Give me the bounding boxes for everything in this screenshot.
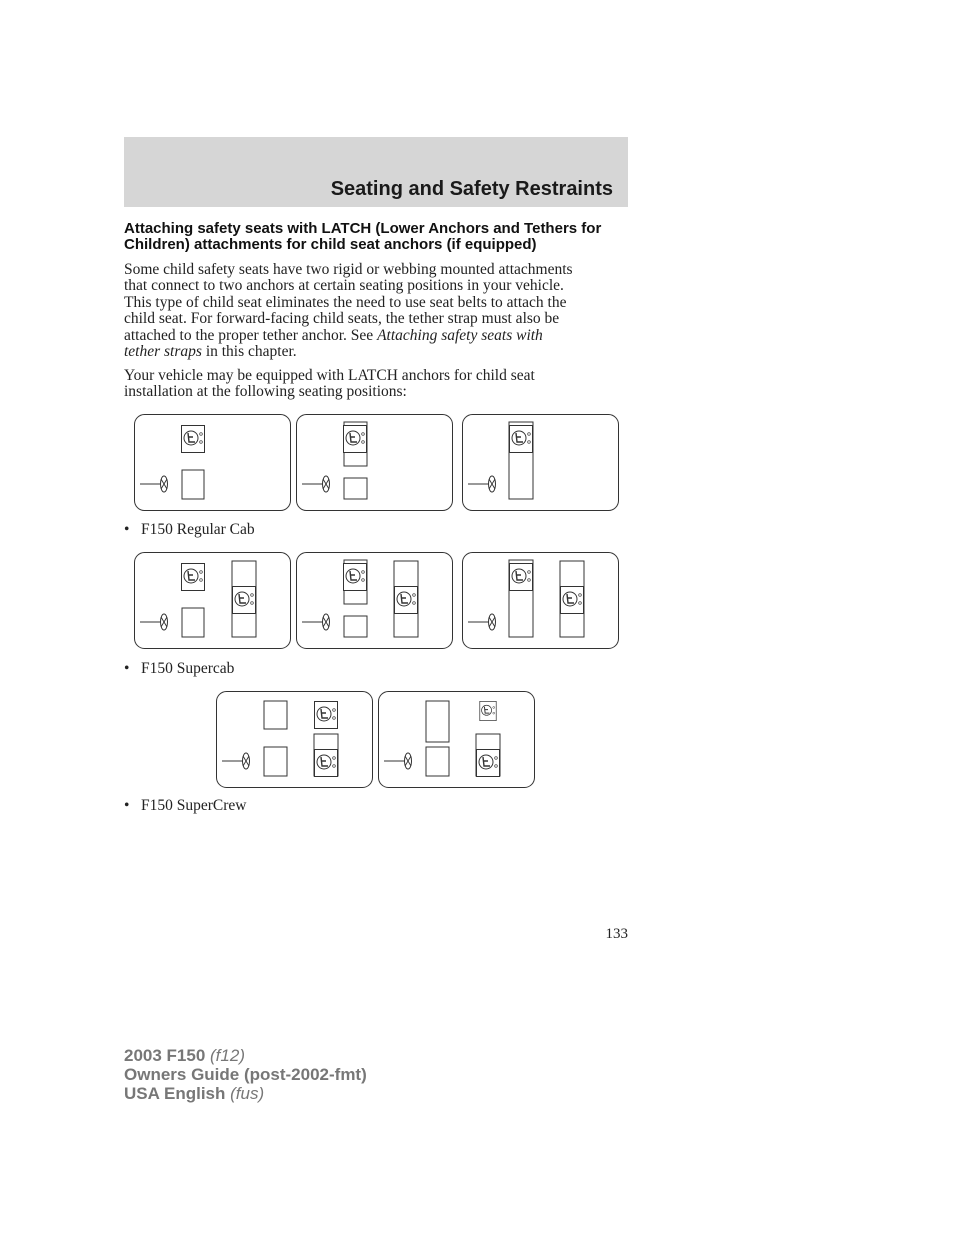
- para1-line: This type of child seat eliminates the need to use seat belts to attach the: [124, 293, 567, 311]
- page-title: Seating and Safety Restraints: [330, 178, 613, 200]
- footer-line: [124, 1084, 367, 1103]
- para1-line: [124, 344, 630, 360]
- bullet-supercab: [124, 660, 234, 678]
- vehicle-diagram-supercrew-2: [379, 692, 535, 788]
- footer: [124, 1046, 367, 1103]
- steering-wheel-icon: [302, 614, 330, 630]
- child-seat-icon: [344, 426, 367, 453]
- steering-wheel-icon: [468, 476, 496, 492]
- bullet-label: F150 Regular Cab: [141, 521, 255, 538]
- seat-outline: [426, 701, 449, 742]
- para1-text: attached to the proper tether anchor. See: [124, 326, 378, 344]
- child-seat-icon: [315, 750, 338, 777]
- child-seat-icon: [182, 426, 205, 453]
- footer-line: [124, 1065, 367, 1084]
- footer-guide: Owners Guide (post-2002-fmt): [124, 1065, 367, 1084]
- steering-wheel-icon: [468, 614, 496, 630]
- para1-line: [124, 328, 630, 344]
- seat-outline: [344, 478, 367, 499]
- steering-wheel-icon: [140, 614, 168, 630]
- steering-wheel-icon: [140, 476, 168, 492]
- latch-paragraph: [124, 368, 630, 401]
- para1-line: Some child safety seats have two rigid or webbing mounted attachments: [124, 261, 573, 278]
- para1-line: child seat. For forward-facing child seats, the tether strap must also be: [124, 310, 560, 328]
- child-seat-icon: [561, 587, 584, 614]
- bullet-regular-cab: [124, 521, 255, 539]
- cross-reference-link: Attaching safety seats with: [377, 326, 543, 344]
- child-seat-icon: [510, 564, 533, 591]
- bullet-label: F150 SuperCrew: [141, 797, 247, 814]
- child-seat-icon: [480, 701, 496, 720]
- steering-wheel-icon: [222, 753, 250, 769]
- cross-reference-link-continued: tether straps: [124, 343, 202, 361]
- header-band: [124, 137, 628, 207]
- child-seat-icon: [477, 750, 500, 777]
- child-seat-icon: [182, 564, 205, 591]
- footer-line: [124, 1046, 367, 1065]
- bullet-dot: •: [124, 660, 130, 677]
- vehicle-diagram-regular-cab-2: [297, 415, 453, 511]
- para1-line: that connect to two anchors at certain seating positions in your vehicle.: [124, 277, 564, 295]
- child-seat-icon: [344, 564, 367, 591]
- vehicle-diagram-supercab-3: [463, 553, 619, 649]
- footer-lang-code: (fus): [225, 1084, 265, 1103]
- child-seat-icon: [315, 702, 338, 729]
- section-heading: Attaching safety seats with LATCH (Lower Anchors and Tethers for Children) attachments for child seat anchors (if equipped): [124, 220, 602, 253]
- intro-paragraph: [124, 262, 630, 360]
- child-seat-icon: [510, 426, 533, 453]
- footer-code: (f12): [205, 1046, 245, 1065]
- para2-line: installation at the following seating positions:: [124, 383, 407, 401]
- steering-wheel-icon: [302, 476, 330, 492]
- vehicle-diagram-supercab-2: [297, 553, 453, 649]
- bullet-dot: •: [124, 797, 130, 814]
- page-number: 133: [605, 926, 628, 942]
- seat-outline: [182, 470, 204, 499]
- supercab-diagrams: [124, 550, 624, 652]
- vehicle-diagram-regular-cab-3: [463, 415, 619, 511]
- seat-outline: [426, 747, 449, 776]
- bullet-supercrew: [124, 797, 246, 815]
- vehicle-diagram-supercrew-1: [217, 692, 373, 788]
- seat-outline: [182, 608, 204, 637]
- vehicle-diagram-regular-cab-1: [135, 415, 291, 511]
- steering-wheel-icon: [384, 753, 412, 769]
- child-seat-icon: [233, 587, 256, 614]
- para2-line: Your vehicle may be equipped with LATCH anchors for child seat: [124, 367, 535, 384]
- supercrew-diagrams: [206, 689, 546, 791]
- seat-outline: [264, 701, 287, 729]
- bullet-dot: •: [124, 521, 130, 538]
- regular-cab-diagrams: [124, 412, 624, 514]
- footer-model: 2003 F150: [124, 1046, 206, 1065]
- seat-outline: [344, 616, 367, 637]
- child-seat-icon: [395, 587, 418, 614]
- bullet-label: F150 Supercab: [141, 660, 235, 677]
- footer-language: USA English: [124, 1084, 226, 1103]
- seat-outline: [264, 747, 287, 776]
- vehicle-diagram-supercab-1: [135, 553, 291, 649]
- para1-tail: in this chapter.: [201, 343, 297, 361]
